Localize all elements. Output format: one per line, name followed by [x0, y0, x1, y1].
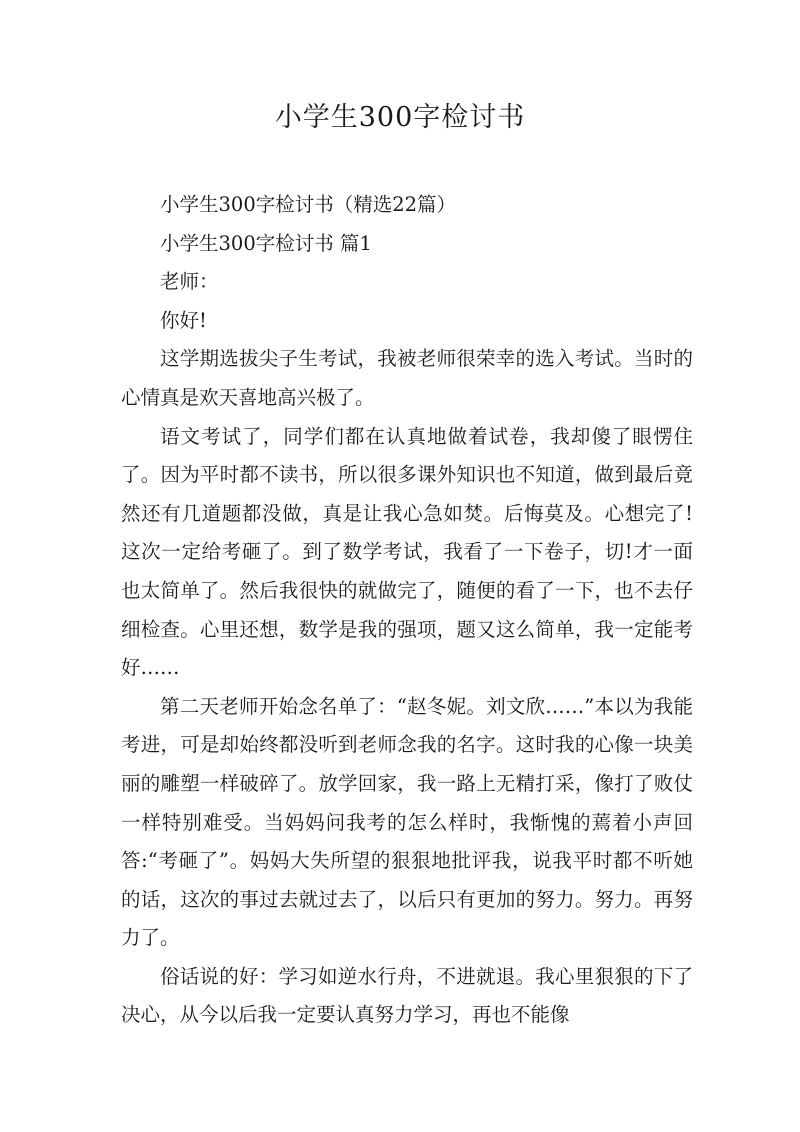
- body-paragraph: 俗话说的好：学习如逆水行舟，不进就退。我心里狠狠的下了决心，从今以后我一定要认真努力学习，再也不能像: [121, 964, 693, 1027]
- salutation: 老师：: [160, 270, 219, 294]
- subtitle-paragraph: 小学生300字检讨书（精选22篇）: [160, 193, 457, 216]
- document-title: 小学生300字检讨书: [274, 102, 526, 133]
- body-paragraph: 这学期选拔尖子生考试，我被老师很荣幸的选入考试。当时的心情真是欢天喜地高兴极了。: [121, 347, 693, 409]
- body-paragraph: 语文考试了，同学们都在认真地做着试卷，我却傻了眼愣住了。因为平时都不读书，所以很多课外知识也不知道，做到最后竟然还有几道题都没做，真是让我心急如焚。后悔莫及。心想完了!这次一定给考砸了。到了数学考试，我看了一下卷子，切!才一面也太简单了。然后我很快的就做完了，随便的看了一下，也不去仔细检查。心里还想，数学是我的强项，题又这么简单，我一定能考好……: [121, 424, 693, 680]
- greeting: 你好!: [160, 308, 207, 332]
- section-heading: 小学生300字检讨书 篇1: [160, 231, 372, 255]
- document-body: [121, 186, 693, 1035]
- body-paragraph: 第二天老师开始念名单了：“赵冬妮。刘文欣……”本以为我能考进，可是却始终都没听到老师念我的名字。这时我的心像一块美丽的雕塑一样破碎了。放学回家，我一路上无精打采，像打了败仗一样特别难受。当妈妈问我考的怎么样时，我惭愧的蔫着小声回答:“考砸了”。妈妈大失所望的狠狠地批评我，说我平时都不听她的话，这次的事过去就过去了，以后只有更加的努力。努力。再努力了。: [121, 694, 693, 950]
